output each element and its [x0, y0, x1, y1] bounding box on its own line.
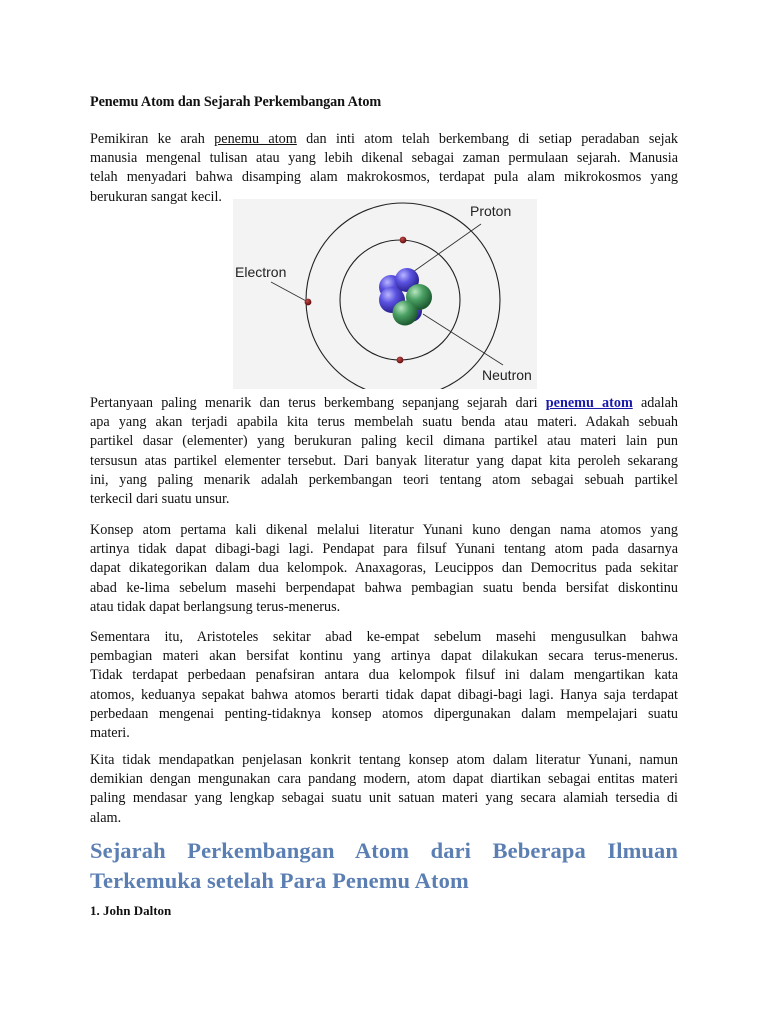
- paragraph-line: atomos, keduanya sepakat bahwa atomos berarti tidak dapat dibagi-bagi lagi. Hanya saja terdapat: [90, 686, 678, 703]
- document-title: Penemu Atom dan Sejarah Perkembangan Atom: [90, 94, 382, 110]
- paragraph-line: Sementara itu, Aristoteles sekitar abad ke-empat sebelum masehi mengusulkan bahwa: [90, 629, 678, 645]
- atom-diagram-image: [233, 199, 537, 389]
- paragraph-line: dapat dikategorikan dalam dua kelompok. Anaxagoras, Leucippos dan Democritus pada sekitar: [90, 560, 678, 577]
- electron-outer: [305, 299, 312, 306]
- neutron-label: Neutron: [482, 367, 532, 383]
- section-heading: [90, 836, 678, 896]
- paragraph-line: demikian dengan mengunakan cara pandang modern, atom dapat diartikan sebagai entitas materi: [90, 771, 678, 788]
- paragraph-line: telah menyadari bahwa disamping alam makrokosmos, terdapat pula alam mikrokosmos yang: [90, 169, 678, 186]
- section-heading-line: Terkemuka setelah Para Penemu Atom: [90, 868, 469, 893]
- paragraph-aristotle: [90, 628, 678, 743]
- paragraph-line: Pemikiran ke arah penemu atom dan inti atom telah berkembang di setiap peradaban sejak: [90, 131, 679, 147]
- subheading-john-dalton: 1. John Dalton: [90, 903, 172, 918]
- paragraph-line: terkecil dari suatu unsur.: [90, 491, 230, 508]
- paragraph-greek-concept: [90, 521, 678, 617]
- paragraph-question: [90, 394, 678, 509]
- paragraph-line: atau tidak dapat berlangsung terus-menerus.: [90, 598, 341, 615]
- paragraph-intro: [90, 130, 678, 207]
- paragraph-line: Pertanyaan paling menarik dan terus berkembang sepanjang sejarah dari penemu atom adalah: [90, 395, 678, 411]
- paragraph-line: alam.: [90, 809, 122, 826]
- electron-inner-top: [400, 237, 407, 244]
- paragraph-line: tersusun atas partikel elementer tersebut. Dari banyak literatur yang dapat kita peroleh sekarang: [90, 452, 678, 469]
- paragraph-line: manusia mengenal tulisan atau yang lebih dikenal sebagai zaman permulaan sejarah. Manusia: [90, 150, 678, 167]
- atom-diagram-svg: [233, 199, 537, 389]
- electron-inner-bottom: [397, 357, 404, 364]
- section-heading-line: Sejarah Perkembangan Atom dari Beberapa Ilmuan: [90, 838, 678, 863]
- paragraph-line: berukuran sangat kecil.: [90, 188, 222, 205]
- paragraph-line: partikel dasar (elementer) yang berukuran paling kecil dimana partikel atau materi lain pun: [90, 433, 678, 450]
- electron-label: Electron: [235, 264, 287, 280]
- proton-label: Proton: [470, 203, 512, 219]
- paragraph-line: ini, yang paling menarik adalah perkembangan teori tentang atom sebagai sebuah partikel: [90, 471, 678, 488]
- penemu-atom-link[interactable]: penemu atom: [214, 131, 297, 147]
- paragraph-line: paling mendasar yang lengkap sebagai suatu unit satuan materi yang secara alamiah tersedia di: [90, 790, 678, 807]
- paragraph-line: materi.: [90, 725, 130, 742]
- paragraph-modern-view: [90, 751, 678, 828]
- paragraph-line: artinya tidak dapat dibagi-bagi lagi. Pendapat para filsuf Yunani tentang atom pada dasarnya: [90, 541, 678, 558]
- penemu-atom-hyperlink[interactable]: penemu atom: [545, 395, 633, 411]
- paragraph-line: perbedaan mengenai penting-tidaknya konsep atomos dipergunakan dalam mempelajari suatu: [90, 705, 678, 722]
- paragraph-line: Kita tidak mendapatkan penjelasan konkrit tentang konsep atom dalam literatur Yunani, namun: [90, 752, 678, 768]
- paragraph-line: pembagian materi akan bersifat kontinu yang artinya dapat dilakukan secara terus-menerus.: [90, 648, 678, 665]
- paragraph-line: abad ke-lima sebelum masehi berpendapat bahwa pembagian suatu benda bersifat diskontinu: [90, 579, 678, 596]
- paragraph-line: Tidak terdapat perbedaan penafsiran antara dua kelompok filsuf ini dalam mengartikan kata: [90, 667, 678, 684]
- paragraph-line: Konsep atom pertama kali dikenal melalui literatur Yunani kuno dengan nama atomos yang: [90, 522, 678, 538]
- paragraph-line: apa yang akan terjadi apabila kita terus membelah suatu benda atau materi. Adakah sebuah: [90, 414, 678, 431]
